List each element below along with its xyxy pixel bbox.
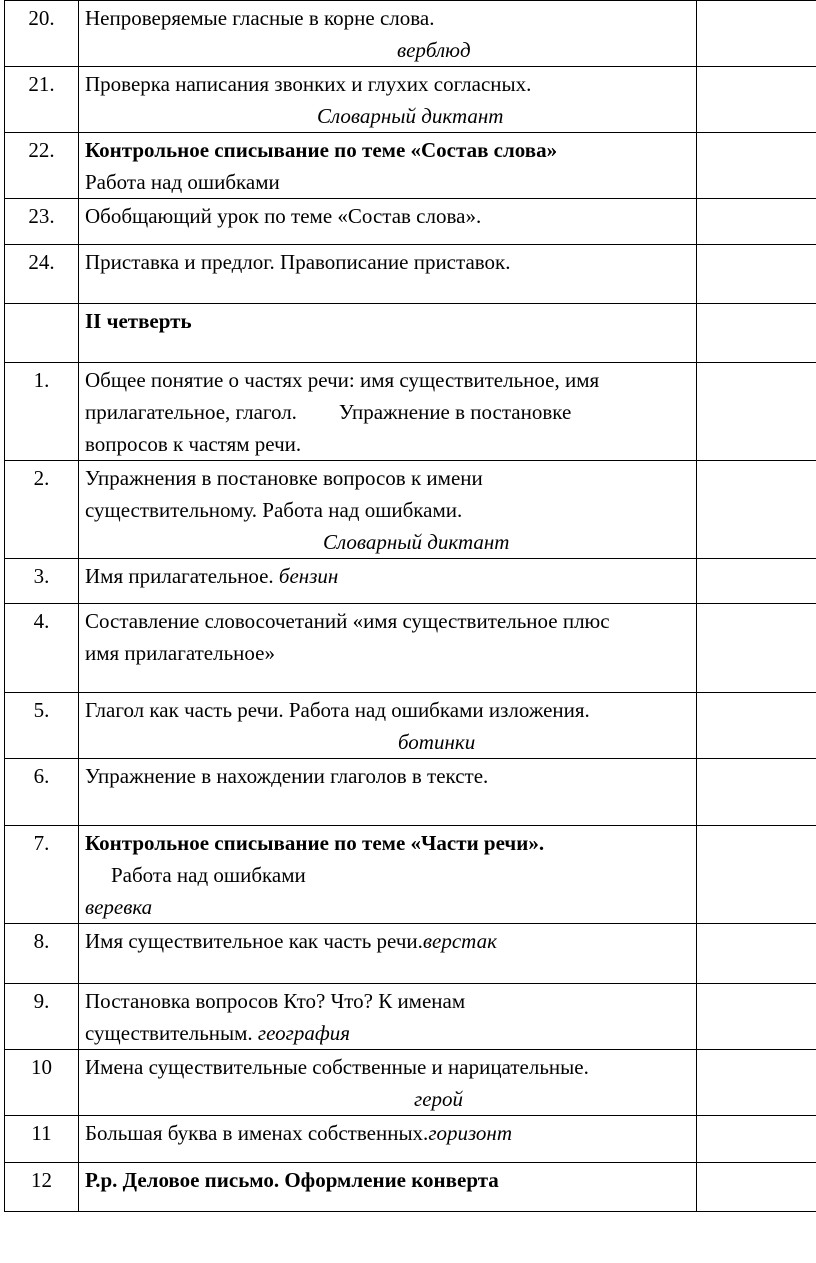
row-topic: Приставка и предлог. Правописание приставок. [79,245,697,304]
row-number: 20. [5,1,79,67]
row-topic: Имя прилагательное. бензин [79,559,697,604]
table-row [5,559,816,604]
row-number: 8. [5,924,79,984]
row-topic: Упражнение в нахождении глаголов в тексте. [79,759,697,826]
lesson-plan-table [4,0,816,1212]
table-row [5,1050,816,1116]
row-number: 10 [5,1050,79,1116]
row-topic: Общее понятие о частях речи: имя существительное, имя прилагательное, глагол. Упражнение в постановке вопросов к частям речи. [79,363,697,461]
row-notes [697,304,816,363]
row-notes [697,693,816,759]
row-notes [697,924,816,984]
row-topic: Проверка написания звонких и глухих согласных. Словарный диктант [79,67,697,133]
row-topic: Упражнения в постановке вопросов к имени существительному. Работа над ошибками. Словарный диктант [79,461,697,559]
row-topic [79,304,697,363]
row-notes [697,199,816,245]
row-topic: Р.р. Деловое письмо. Оформление конверта [79,1163,697,1212]
vocabulary-word: верстак [422,929,497,953]
row-notes [697,1050,816,1116]
table-row [5,604,816,693]
row-topic: Имя существительное как часть речи.верстак [79,924,697,984]
vocabulary-word: бензин [278,564,339,588]
row-number: 1. [5,363,79,461]
row-notes [697,1,816,67]
vocabulary-word: география [257,1021,351,1045]
vocabulary-word: горизонт [428,1121,513,1145]
vocabulary-word: верблюд [397,38,471,62]
row-notes [697,1163,816,1212]
row-number: 23. [5,199,79,245]
table-row [5,199,816,245]
row-notes [697,461,816,559]
row-topic: Большая буква в именах собственных.горизонт [79,1116,697,1163]
row-notes [697,559,816,604]
row-notes [697,245,816,304]
row-number: 7. [5,826,79,924]
row-topic: Непроверяемые гласные в корне слова. верблюд [79,1,697,67]
vocabulary-word: веревка [85,895,153,919]
table-row [5,924,816,984]
row-number: 11 [5,1116,79,1163]
table-row [5,759,816,826]
row-notes [697,1116,816,1163]
row-notes [697,363,816,461]
table-row [5,245,816,304]
row-topic: Составление словосочетаний «имя существительное плюс имя прилагательное» [79,604,697,693]
table-row [5,984,816,1050]
row-notes [697,984,816,1050]
quarter-heading: II четверть [85,309,192,333]
table-row [5,1,816,67]
table-row [5,1163,816,1212]
vocabulary-word: ботинки [398,730,476,754]
table-row [5,67,816,133]
row-number: 21. [5,67,79,133]
row-number: 3. [5,559,79,604]
row-number: 22. [5,133,79,199]
table-row [5,693,816,759]
dictation-label: Словарный диктант [323,530,510,554]
row-notes [697,826,816,924]
row-number: 24. [5,245,79,304]
row-topic: Имена существительные собственные и нарицательные. герой [79,1050,697,1116]
row-topic: Обобщающий урок по теме «Состав слова». [79,199,697,245]
table-row [5,461,816,559]
row-notes [697,604,816,693]
row-topic: Контрольное списывание по теме «Части речи». Работа над ошибками веревка [79,826,697,924]
row-number: 9. [5,984,79,1050]
row-number: 4. [5,604,79,693]
row-number [5,304,79,363]
row-number: 5. [5,693,79,759]
row-notes [697,67,816,133]
row-number: 2. [5,461,79,559]
table-row [5,826,816,924]
row-topic: Постановка вопросов Кто? Что? К именам существительным. география [79,984,697,1050]
row-notes [697,133,816,199]
vocabulary-word: герой [414,1087,464,1111]
row-number: 12 [5,1163,79,1212]
dictation-label: Словарный диктант [317,104,504,128]
row-topic: Глагол как часть речи. Работа над ошибками изложения. ботинки [79,693,697,759]
table-row [5,1116,816,1163]
row-topic: Контрольное списывание по теме «Состав слова» Работа над ошибками [79,133,697,199]
table-row [5,363,816,461]
row-number: 6. [5,759,79,826]
section-header-row [5,304,816,363]
table-row [5,133,816,199]
row-notes [697,759,816,826]
